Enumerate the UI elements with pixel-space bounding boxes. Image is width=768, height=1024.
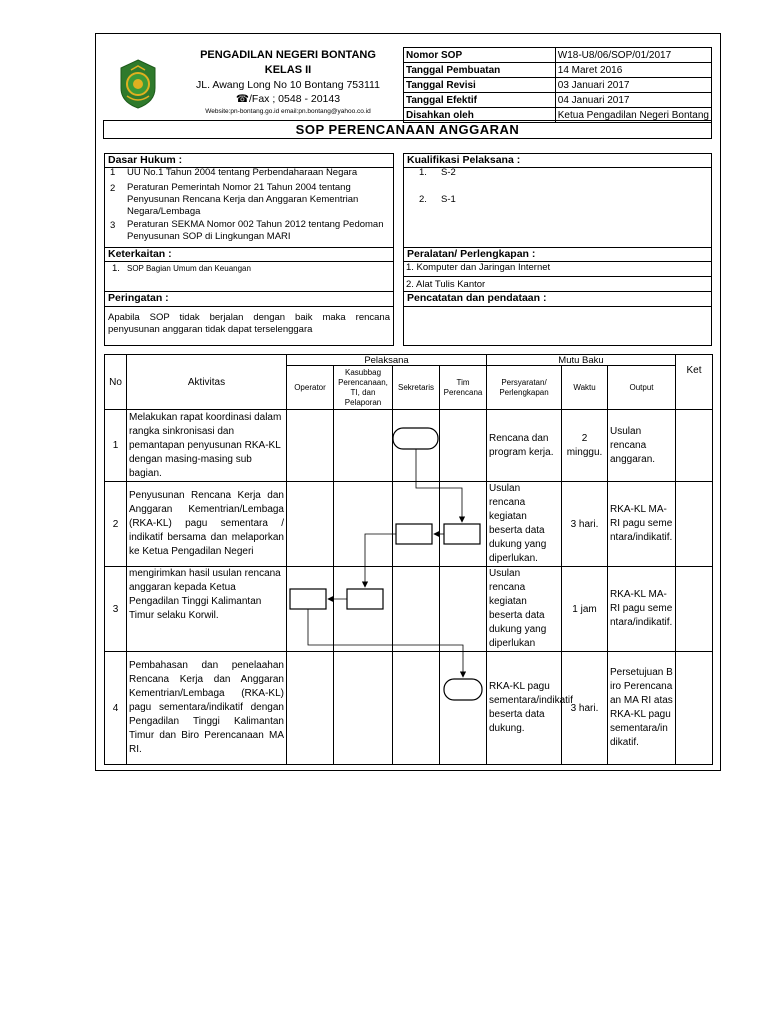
meta-row [404, 63, 712, 78]
pencatatan-box [403, 291, 712, 307]
row-output: Persetujuan Biro Perencanaan MA RI atas RKA-KL pagu sementara/indikatif. [608, 652, 676, 765]
kualifikasi-item: S-1 [441, 194, 456, 205]
cell-kasubbag [334, 410, 393, 482]
row-waktu: 3 hari. [562, 652, 608, 765]
sop-meta-table [403, 47, 712, 123]
header-kasubbag: Kasubbag Perencanaan, TI, dan Pelaporan [334, 366, 393, 410]
pencatatan-heading: Pencatatan dan pendataan : [407, 292, 547, 304]
dasar-hukum-no: 2 [110, 183, 116, 194]
cell-tim [440, 567, 487, 652]
cell-sekretaris [393, 652, 440, 765]
row-aktivitas: Penyusunan Rencana Kerja dan Anggaran Kementrian/Lembaga (RKA-KL) pagu sementara / indikatif bersama dan melaporkan ke Ketua Pengadilan Negeri [127, 482, 287, 567]
org-header [183, 48, 393, 118]
peralatan-item: 1. Komputer dan Jaringan Internet [404, 262, 711, 277]
cell-sekretaris [393, 567, 440, 652]
kualifikasi-item: S-2 [441, 167, 456, 178]
org-phone: ☎/Fax ; 0548 - 20143 [235, 93, 341, 105]
cell-ket [676, 482, 713, 567]
meta-value: 03 Januari 2017 [555, 78, 711, 93]
row-output: RKA-KL MA-RI pagu sementara/indikatif. [608, 482, 676, 567]
org-class: KELAS II [264, 64, 312, 76]
meta-key: Tanggal Revisi [404, 78, 556, 93]
peringatan-heading: Peringatan : [108, 292, 169, 304]
row-persyaratan: Usulan rencana kegiatan beserta data dukung yang diperlukan. [487, 482, 562, 567]
cell-operator [287, 482, 334, 567]
cell-operator [287, 410, 334, 482]
dasar-hukum-item: UU No.1 Tahun 2004 tentang Perbendaharaan Negara [127, 167, 358, 178]
cell-ket [676, 652, 713, 765]
meta-key: Disahkan oleh [404, 108, 556, 123]
row-persyaratan: Usulan rencana kegiatan beserta data dukung yang diperlukan [487, 567, 562, 652]
peralatan-item: 2. Alat Tulis Kantor [406, 279, 486, 290]
peringatan-text: Apabila SOP tidak berjalan dengan baik maka rencana penyusunan anggaran tidak dapat terselenggara [104, 306, 394, 346]
court-emblem-icon [117, 58, 159, 110]
keterkaitan-no: 1. [112, 263, 120, 274]
cell-kasubbag [334, 652, 393, 765]
meta-value: 04 Januari 2017 [555, 93, 711, 108]
header-output: Output [608, 366, 676, 410]
page-title: SOP PERENCANAAN ANGGARAN [103, 120, 712, 139]
row-persyaratan: RKA-KL pagu sementara/indikatif beserta data dukung. [487, 652, 562, 765]
row-no: 2 [105, 482, 127, 567]
table-row [105, 652, 713, 765]
header-persyaratan: Persyaratan/ Perlengkapan [487, 366, 562, 410]
header-waktu: Waktu [562, 366, 608, 410]
row-no: 4 [105, 652, 127, 765]
keterkaitan-item: SOP Bagian Umum dan Keuangan [127, 264, 251, 273]
kualifikasi-no: 1. [419, 167, 427, 178]
meta-key: Nomor SOP [404, 48, 556, 63]
header-no: No [105, 355, 127, 410]
meta-value: Ketua Pengadilan Negeri Bontang [555, 108, 711, 123]
meta-value: W18-U8/06/SOP/01/2017 [555, 48, 711, 63]
row-waktu: 2 minggu. [562, 410, 608, 482]
keterkaitan-heading: Keterkaitan : [105, 248, 393, 262]
meta-value: 14 Maret 2016 [555, 63, 711, 78]
meta-key: Tanggal Pembuatan [404, 63, 556, 78]
table-row [105, 567, 713, 652]
row-aktivitas: Melakukan rapat koordinasi dalam rangka sinkronisasi dan pemantapan penyusunan RKA-KL dengan masing-masing sub bagian. [127, 410, 287, 482]
meta-row [404, 78, 712, 93]
row-output: Usulan rencana anggaran. [608, 410, 676, 482]
meta-row [404, 93, 712, 108]
header-operator: Operator [287, 366, 334, 410]
dasar-hukum-item: Peraturan SEKMA Nomor 002 Tahun 2012 tentang Pedoman Penyusunan SOP di Lingkungan MARI [127, 219, 384, 242]
table-row [105, 410, 713, 482]
row-aktivitas: mengirimkan hasil usulan rencana anggaran kepada Ketua Pengadilan Tinggi Kalimantan Timur selaku Korwil. [127, 567, 287, 652]
header-ket: Ket [676, 355, 713, 410]
pencatatan-content [403, 306, 712, 346]
row-persyaratan: Rencana dan program kerja. [487, 410, 562, 482]
meta-key: Tanggal Efektif [404, 93, 556, 108]
cell-kasubbag [334, 482, 393, 567]
cell-ket [676, 410, 713, 482]
header-pelaksana: Pelaksana [287, 355, 487, 366]
org-web: Website:pn-bontang.go.id email:pn.bontang@yahoo.co.id [205, 108, 371, 115]
cell-operator [287, 567, 334, 652]
header-tim-perencana: Tim Perencana [440, 366, 487, 410]
meta-row [404, 48, 712, 63]
process-table [104, 354, 713, 765]
peralatan-heading: Peralatan/ Perlengkapan : [404, 248, 711, 262]
dasar-hukum-item: Peraturan Pemerintah Nomor 21 Tahun 2004 tentang Penyusunan Rencana Kerja dan Anggaran Kementrian Negara/Lembaga [127, 182, 359, 217]
org-name: PENGADILAN NEGERI BONTANG [200, 49, 376, 61]
cell-kasubbag [334, 567, 393, 652]
dasar-hukum-no: 3 [110, 220, 116, 231]
kualifikasi-no: 2. [419, 194, 427, 205]
header-sekretaris: Sekretaris [393, 366, 440, 410]
header-mutu-baku: Mutu Baku [487, 355, 676, 366]
cell-tim [440, 652, 487, 765]
cell-sekretaris [393, 410, 440, 482]
header-row [105, 355, 713, 366]
cell-tim [440, 410, 487, 482]
org-address: JL. Awang Long No 10 Bontang 753111 [196, 79, 380, 91]
row-waktu: 3 hari. [562, 482, 608, 567]
cell-sekretaris [393, 482, 440, 567]
dasar-hukum-heading: Dasar Hukum : [105, 154, 393, 168]
row-no: 3 [105, 567, 127, 652]
table-row [105, 482, 713, 567]
row-output: RKA-KL MA-RI pagu sementara/indikatif. [608, 567, 676, 652]
row-no: 1 [105, 410, 127, 482]
peralatan-box [403, 247, 712, 292]
row-aktivitas: Pembahasan dan penelaahan Rencana Kerja dan Anggaran Kementrian/Lembaga (RKA-KL) pagu sementara/indikatif dengan Pengadilan Tinggi Kalimantan Timur dan Biro Perencanaan MA RI. [127, 652, 287, 765]
peringatan-box [104, 291, 394, 307]
kualifikasi-heading: Kualifikasi Pelaksana : [404, 154, 711, 168]
cell-operator [287, 652, 334, 765]
header-aktivitas: Aktivitas [127, 355, 287, 410]
cell-ket [676, 567, 713, 652]
dasar-hukum-no: 1 [110, 167, 116, 178]
row-waktu: 1 jam [562, 567, 608, 652]
cell-tim [440, 482, 487, 567]
